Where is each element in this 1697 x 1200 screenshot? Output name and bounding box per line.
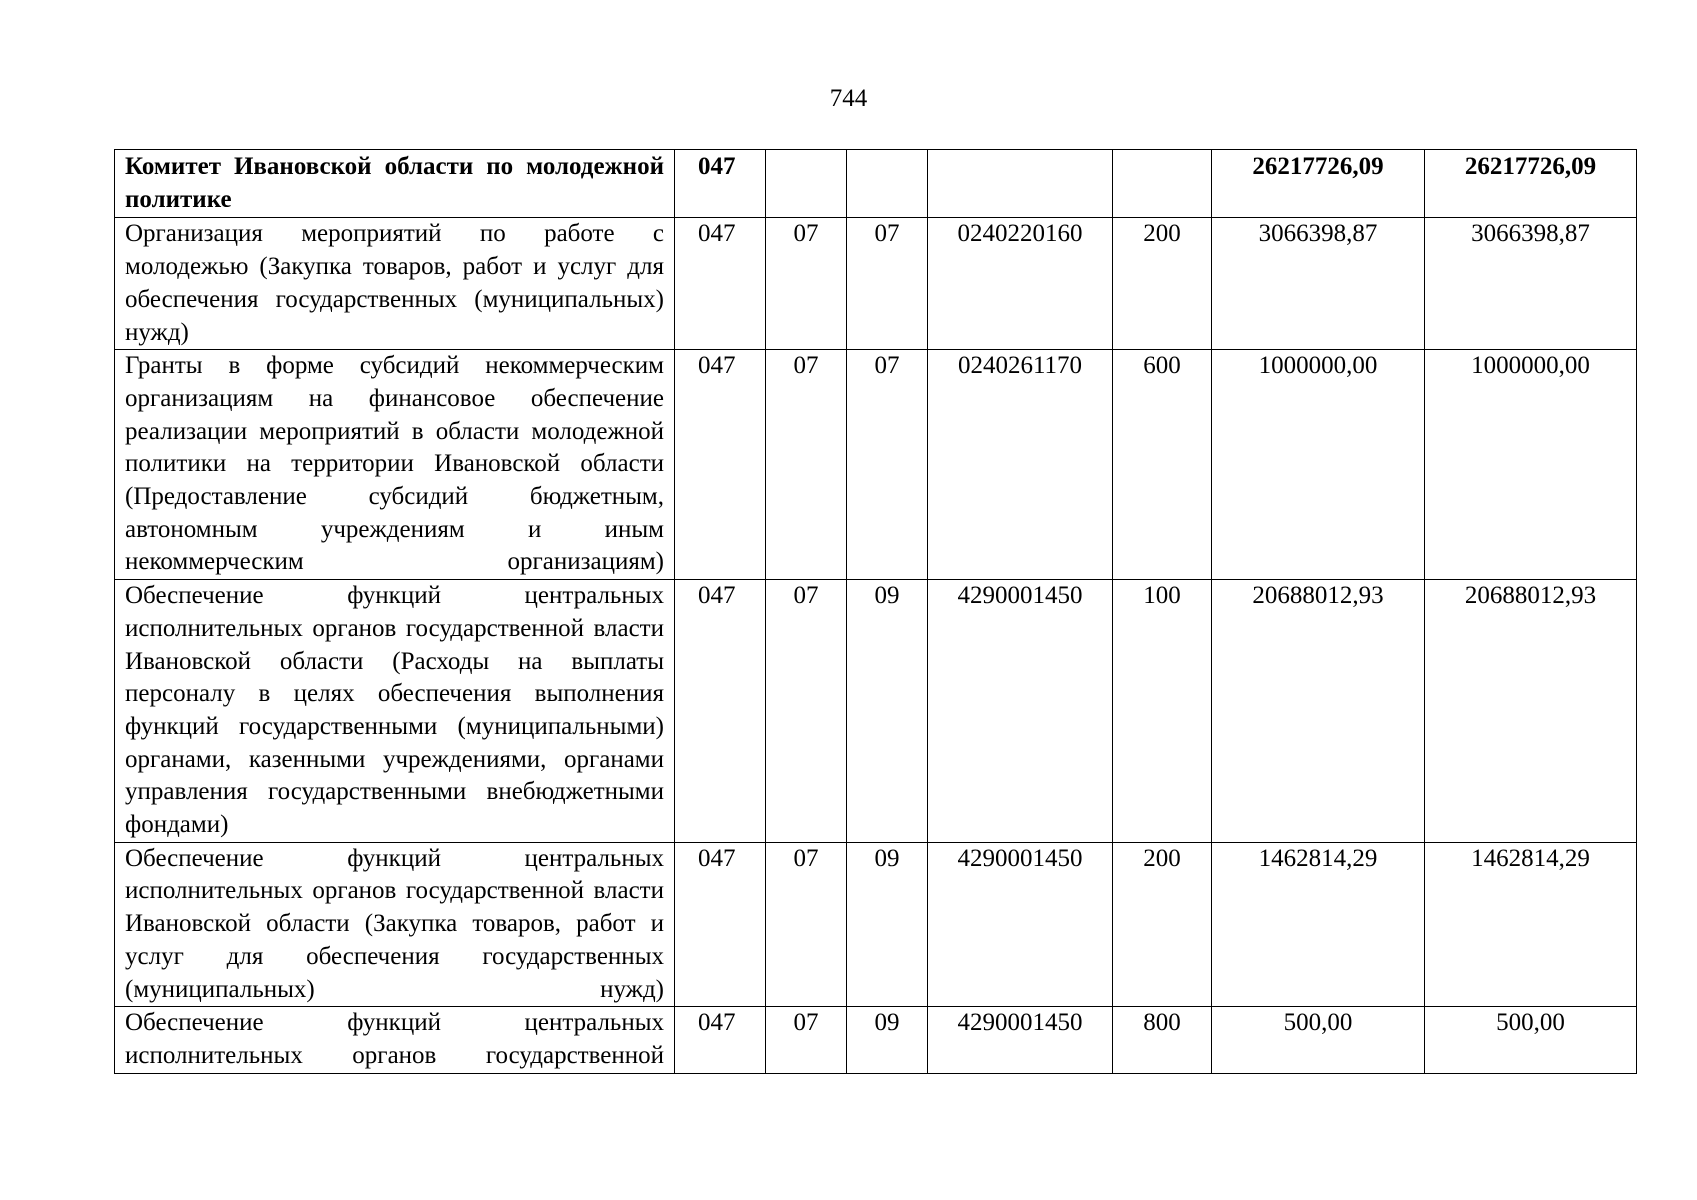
table-row [115,1007,1637,1073]
row-target-code: 0240261170 [928,350,1113,580]
row-subsection: 09 [847,1007,928,1073]
table-row [115,150,1637,218]
row-code: 047 [675,350,766,580]
row-amount-1: 3066398,87 [1212,218,1425,350]
row-amount-2: 3066398,87 [1425,218,1637,350]
row-amount-2: 20688012,93 [1425,580,1637,843]
table-row [115,580,1637,843]
row-amount-1: 20688012,93 [1212,580,1425,843]
row-amount-1: 500,00 [1212,1007,1425,1073]
row-description: Обеспечение функций центральных исполнительных органов государственной власти Ивановской области (Закупка товаров, работ и услуг для обеспечения государственных (муниципальных) нужд) [115,842,675,1007]
row-amount-1: 1462814,29 [1212,842,1425,1007]
row-expense-type: 200 [1113,218,1212,350]
row-subsection [847,150,928,218]
row-subsection: 07 [847,218,928,350]
row-description: Комитет Ивановской области по молодежной политике [115,150,675,218]
row-amount-2: 1000000,00 [1425,350,1637,580]
table-row [115,350,1637,580]
row-section: 07 [766,218,847,350]
page-number: 744 [829,85,868,112]
row-section: 07 [766,580,847,843]
row-code: 047 [675,218,766,350]
row-subsection: 09 [847,580,928,843]
table-row [115,218,1637,350]
row-target-code: 4290001450 [928,580,1113,843]
row-description: Организация мероприятий по работе с молодежью (Закупка товаров, работ и услуг для обеспечения государственных (муниципальных) нужд) [115,218,675,350]
row-section: 07 [766,842,847,1007]
row-description: Обеспечение функций центральных исполнительных органов государственной [115,1007,675,1073]
row-code: 047 [675,1007,766,1073]
row-code: 047 [675,842,766,1007]
row-target-code: 4290001450 [928,842,1113,1007]
row-code: 047 [675,150,766,218]
row-expense-type: 600 [1113,350,1212,580]
row-section: 07 [766,1007,847,1073]
row-subsection: 09 [847,842,928,1007]
row-amount-2: 26217726,09 [1425,150,1637,218]
row-amount-2: 500,00 [1425,1007,1637,1073]
row-amount-2: 1462814,29 [1425,842,1637,1007]
row-target-code: 4290001450 [928,1007,1113,1073]
row-expense-type: 100 [1113,580,1212,843]
row-target-code [928,150,1113,218]
row-expense-type: 800 [1113,1007,1212,1073]
row-section [766,150,847,218]
row-description: Обеспечение функций центральных исполнительных органов государственной власти Ивановской области (Расходы на выплаты персоналу в целях обеспечения выполнения функций государственными (муниципальными) органами, казенными учреждениями, органами управления государственными внебюджетными фондами) [115,580,675,843]
row-subsection: 07 [847,350,928,580]
budget-table [114,149,1637,1074]
row-section: 07 [766,350,847,580]
row-description: Гранты в форме субсидий некоммерческим организациям на финансовое обеспечение реализации мероприятий в области молодежной политики на территории Ивановской области (Предоставление субсидий бюджетным, автономным учреждениям и иным некоммерческим организациям) [115,350,675,580]
table-row [115,842,1637,1007]
row-code: 047 [675,580,766,843]
row-expense-type [1113,150,1212,218]
row-target-code: 0240220160 [928,218,1113,350]
row-amount-1: 26217726,09 [1212,150,1425,218]
row-amount-1: 1000000,00 [1212,350,1425,580]
row-expense-type: 200 [1113,842,1212,1007]
